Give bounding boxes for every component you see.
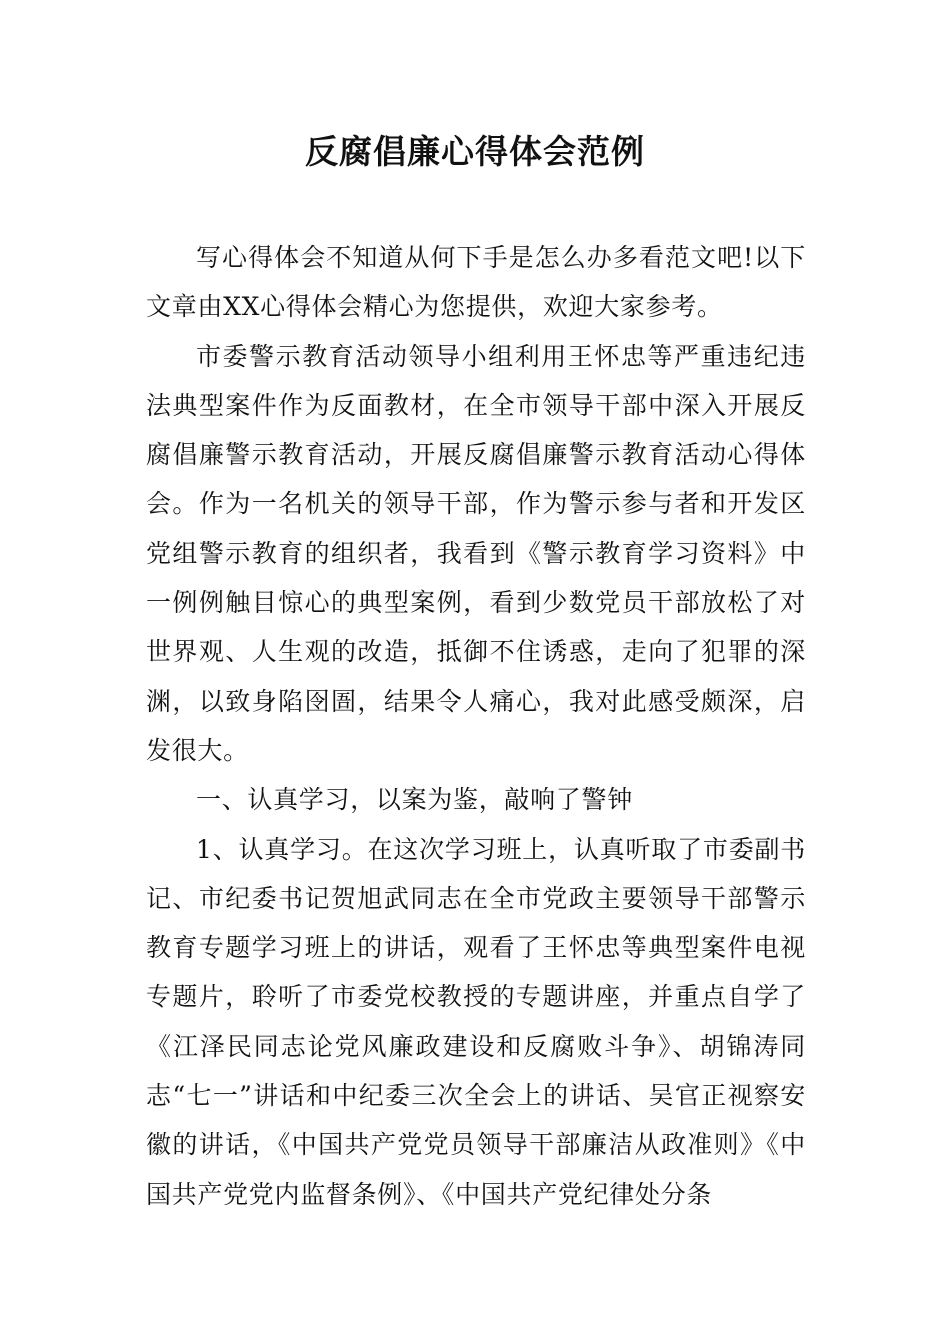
document-body: [146, 233, 806, 1219]
paragraph-background: 市委警示教育活动领导小组利用王怀忠等严重违纪违法典型案件作为反面教材，在全市领导干部中深入开展反腐倡廉警示教育活动，开展反腐倡廉警示教育活动心得体会。作为一名机关的领导干部，作为警示参与者和开发区党组警示教育的组织者，我看到《警示教育学习资料》中一例例触目惊心的典型案例，看到少数党员干部放松了对世界观、人生观的改造，抵御不住诱惑，走向了犯罪的深渊，以致身陷囹圄，结果令人痛心，我对此感受颇深，启发很大。: [146, 341, 806, 765]
section-heading-1: 一、认真学习，以案为鉴，敲响了警钟: [196, 785, 633, 815]
paragraph-study: 1、认真学习。在这次学习班上，认真听取了市委副书记、市纪委书记贺旭武同志在全市党政主要领导干部警示教育专题学习班上的讲话，观看了王怀忠等典型案件电视专题片，聆听了市委党校教授的专题讲座，并重点自学了《江泽民同志论党风廉政建设和反腐败斗争》、胡锦涛同志“七一”讲话和中纪委三次全会上的讲话、吴官正视察安徽的讲话，《中国共产党党员领导干部廉洁从政准则》《中国共产党党内监督条例》、《中国共产党纪律处分条: [146, 834, 806, 1209]
paragraph-intro: 写心得体会不知道从何下手是怎么办多看范文吧!以下文章由XX心得体会精心为您提供，欢迎大家参考。: [146, 243, 806, 322]
document-title: 反腐倡廉心得体会范例: [305, 132, 645, 171]
